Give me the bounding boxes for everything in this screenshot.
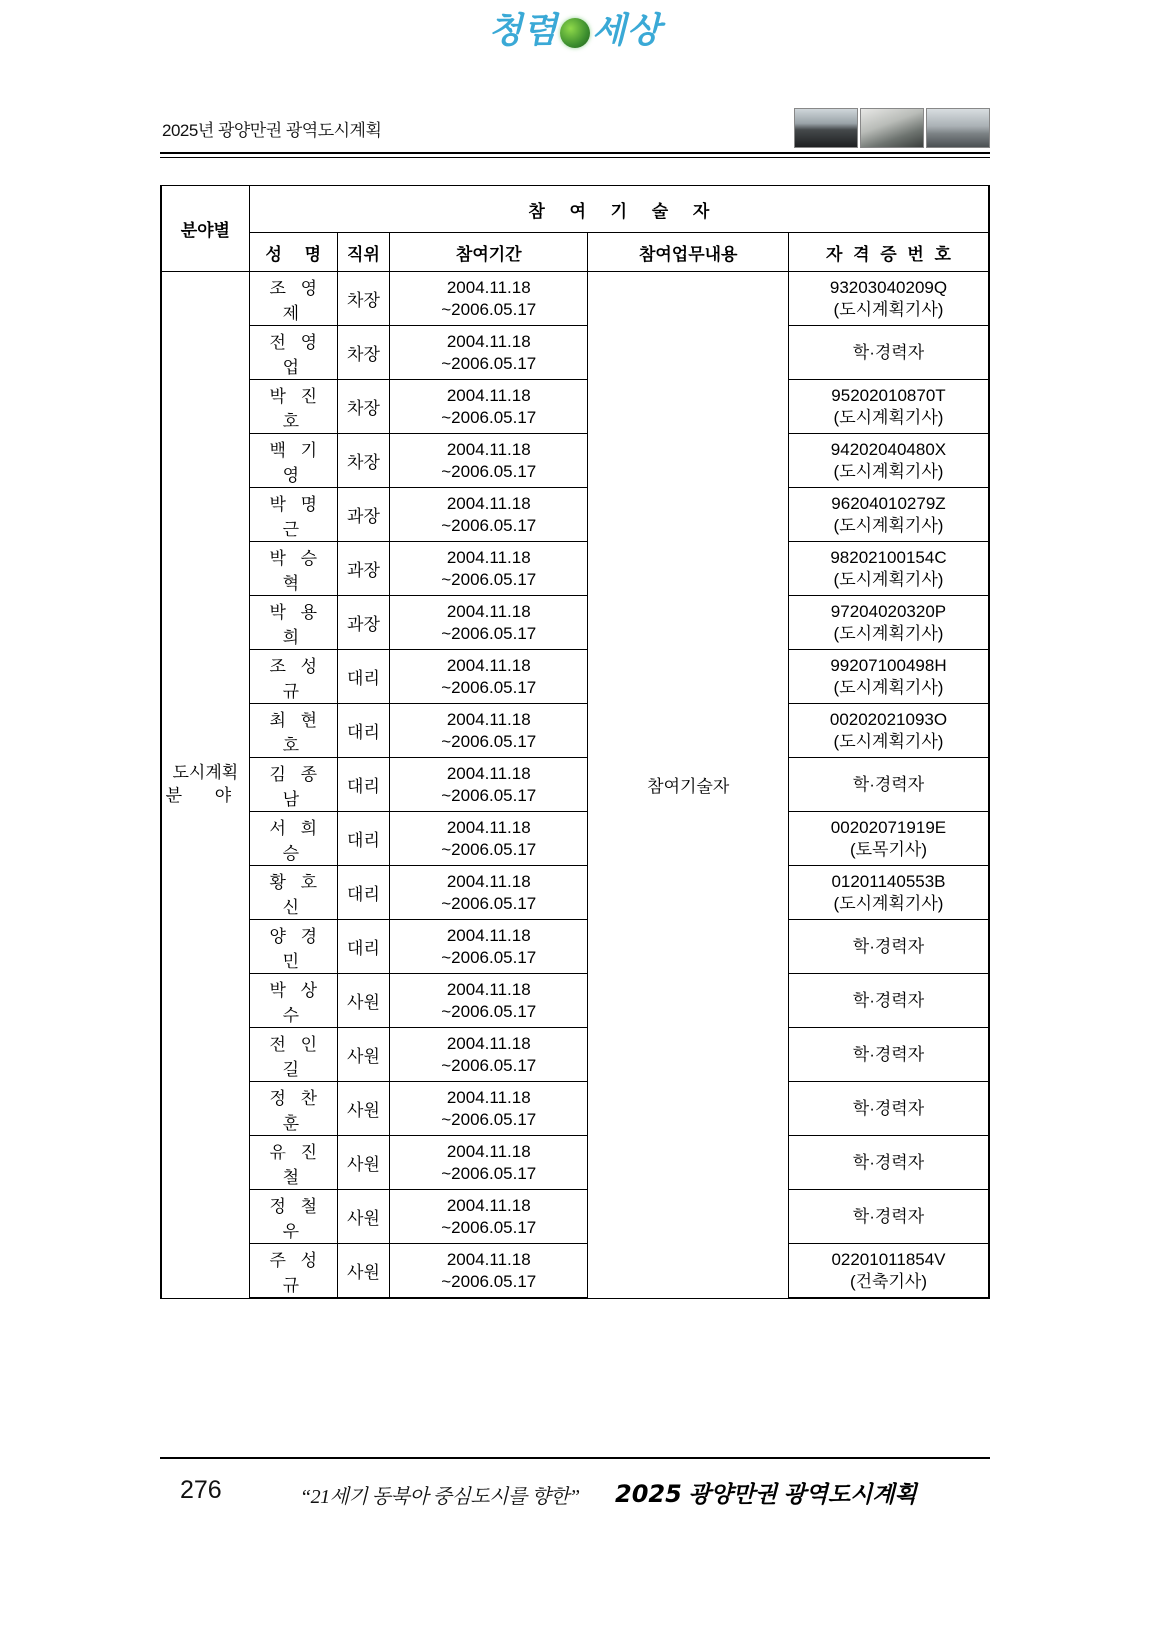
table-row bbox=[161, 380, 989, 434]
field-label-line2: 분 야 bbox=[165, 785, 246, 805]
participant-table-wrapper bbox=[160, 185, 990, 1299]
cert-number: 02201011854V bbox=[831, 1250, 946, 1270]
logo-text-right: 세상 bbox=[592, 11, 662, 51]
period-to: ~2006.05.17 bbox=[441, 623, 537, 643]
cert-kind: (도시계획기사) bbox=[833, 677, 944, 697]
table-row bbox=[161, 974, 989, 1028]
period-from: 2004.11.18 bbox=[446, 764, 531, 784]
period-to: ~2006.05.17 bbox=[441, 569, 537, 589]
cell-name: 황 호 신 bbox=[249, 866, 337, 920]
cell-cert bbox=[788, 974, 989, 1028]
cell-name: 박 승 혁 bbox=[249, 542, 337, 596]
cert-number: 96204010279Z bbox=[831, 494, 946, 514]
cell-cert bbox=[788, 1082, 989, 1136]
cell-rank: 사원 bbox=[337, 1136, 389, 1190]
cert-kind: (도시계획기사) bbox=[833, 407, 944, 427]
cell-name: 전 인 길 bbox=[249, 1028, 337, 1082]
cell-period bbox=[390, 1244, 588, 1299]
cell-name: 서 희 승 bbox=[249, 812, 337, 866]
cell-rank: 과장 bbox=[337, 596, 389, 650]
cell-period bbox=[390, 1136, 588, 1190]
logo-text bbox=[488, 11, 662, 51]
cell-period bbox=[390, 1190, 588, 1244]
cert-kind: (도시계획기사) bbox=[833, 623, 944, 643]
table-row bbox=[161, 866, 989, 920]
table-row bbox=[161, 758, 989, 812]
period-from: 2004.11.18 bbox=[446, 872, 531, 892]
cert-number: 95202010870T bbox=[831, 386, 946, 406]
period-from: 2004.11.18 bbox=[446, 386, 531, 406]
cert-number: 학·경력자 bbox=[852, 1152, 925, 1172]
period-to: ~2006.05.17 bbox=[441, 1163, 537, 1183]
cell-cert bbox=[788, 434, 989, 488]
period-to: ~2006.05.17 bbox=[441, 299, 537, 319]
table-row bbox=[161, 812, 989, 866]
cell-rank: 사원 bbox=[337, 1082, 389, 1136]
table-row bbox=[161, 920, 989, 974]
cert-kind: (토목기사) bbox=[849, 839, 927, 859]
cell-period bbox=[390, 488, 588, 542]
period-to: ~2006.05.17 bbox=[441, 947, 537, 967]
page-footer bbox=[160, 1470, 990, 1520]
table-row bbox=[161, 434, 989, 488]
period-from: 2004.11.18 bbox=[446, 818, 531, 838]
header-work: 참여업무내용 bbox=[588, 233, 788, 272]
cert-number: 97204020320P bbox=[830, 602, 947, 622]
period-from: 2004.11.18 bbox=[446, 278, 531, 298]
photo-landscape-3-icon bbox=[926, 108, 990, 148]
header-rank: 직위 bbox=[337, 233, 389, 272]
table-row bbox=[161, 1244, 989, 1299]
cell-period bbox=[390, 974, 588, 1028]
table-row bbox=[161, 596, 989, 650]
period-from: 2004.11.18 bbox=[446, 926, 531, 946]
cell-rank: 과장 bbox=[337, 542, 389, 596]
table-header-row-1 bbox=[161, 186, 989, 233]
cell-rank: 과장 bbox=[337, 488, 389, 542]
period-from: 2004.11.18 bbox=[446, 332, 531, 352]
page-header bbox=[160, 108, 990, 154]
period-from: 2004.11.18 bbox=[446, 494, 531, 514]
cert-number: 01201140553B bbox=[831, 872, 946, 892]
cell-cert bbox=[788, 272, 989, 326]
cell-period bbox=[390, 920, 588, 974]
period-to: ~2006.05.17 bbox=[441, 1217, 537, 1237]
cert-number: 00202071919E bbox=[830, 818, 947, 838]
cert-kind: (도시계획기사) bbox=[833, 461, 944, 481]
cert-kind: (건축기사) bbox=[849, 1271, 927, 1291]
cell-period bbox=[390, 650, 588, 704]
cell-rank: 차장 bbox=[337, 380, 389, 434]
cell-name: 백 기 영 bbox=[249, 434, 337, 488]
cell-rank: 사원 bbox=[337, 974, 389, 1028]
cert-number: 93203040209Q bbox=[829, 278, 948, 298]
cell-name: 주 성 규 bbox=[249, 1244, 337, 1299]
period-to: ~2006.05.17 bbox=[441, 839, 537, 859]
table-row bbox=[161, 1082, 989, 1136]
period-from: 2004.11.18 bbox=[446, 1034, 531, 1054]
cell-cert bbox=[788, 1190, 989, 1244]
cell-period bbox=[390, 1028, 588, 1082]
cell-rank: 차장 bbox=[337, 434, 389, 488]
table-header-row-2 bbox=[161, 233, 989, 272]
cell-cert bbox=[788, 812, 989, 866]
footer-brand-text: 광양만권 광역도시계획 bbox=[688, 1481, 917, 1507]
header-photo-strip bbox=[794, 108, 990, 148]
cell-name: 정 철 우 bbox=[249, 1190, 337, 1244]
period-to: ~2006.05.17 bbox=[441, 1055, 537, 1075]
cert-kind: (도시계획기사) bbox=[833, 299, 944, 319]
page-number: 276 bbox=[180, 1476, 222, 1504]
cell-period bbox=[390, 866, 588, 920]
cell-period bbox=[390, 596, 588, 650]
cell-name: 박 명 근 bbox=[249, 488, 337, 542]
logo-text-left: 청렴 bbox=[488, 11, 558, 51]
cell-cert bbox=[788, 758, 989, 812]
footer-brand bbox=[615, 1476, 917, 1509]
cell-rank: 대리 bbox=[337, 704, 389, 758]
header-rule-thick bbox=[160, 152, 990, 154]
cell-name: 최 현 호 bbox=[249, 704, 337, 758]
cell-rank: 사원 bbox=[337, 1028, 389, 1082]
cell-period bbox=[390, 380, 588, 434]
cert-kind: (도시계획기사) bbox=[833, 893, 944, 913]
footer-quote: “21세기 동북아 중심도시를 향한” bbox=[300, 1486, 580, 1508]
cell-work-content: 참여기술자 bbox=[588, 272, 788, 1299]
table-row bbox=[161, 1190, 989, 1244]
table-row bbox=[161, 650, 989, 704]
cell-rank: 차장 bbox=[337, 326, 389, 380]
cert-number: 학·경력자 bbox=[852, 342, 925, 362]
cert-number: 학·경력자 bbox=[852, 936, 925, 956]
header-group-participants: 참 여 기 술 자 bbox=[249, 186, 989, 233]
period-to: ~2006.05.17 bbox=[441, 677, 537, 697]
period-from: 2004.11.18 bbox=[446, 1196, 531, 1216]
cell-period bbox=[390, 326, 588, 380]
cell-name: 정 찬 훈 bbox=[249, 1082, 337, 1136]
cell-cert bbox=[788, 488, 989, 542]
participant-engineers-table bbox=[160, 185, 990, 1299]
cert-number: 98202100154C bbox=[830, 548, 947, 568]
cert-number: 99207100498H bbox=[830, 656, 947, 676]
cell-period bbox=[390, 434, 588, 488]
cert-number: 학·경력자 bbox=[852, 1098, 925, 1118]
table-row bbox=[161, 542, 989, 596]
cell-period bbox=[390, 812, 588, 866]
cell-name: 유 진 철 bbox=[249, 1136, 337, 1190]
cell-cert bbox=[788, 326, 989, 380]
cell-name: 박 진 호 bbox=[249, 380, 337, 434]
table-row bbox=[161, 1028, 989, 1082]
table-row bbox=[161, 704, 989, 758]
period-to: ~2006.05.17 bbox=[441, 785, 537, 805]
period-from: 2004.11.18 bbox=[446, 1142, 531, 1162]
table-row bbox=[161, 488, 989, 542]
cell-name: 박 상 수 bbox=[249, 974, 337, 1028]
cert-number: 94202040480X bbox=[830, 440, 947, 460]
green-globe-icon bbox=[560, 18, 590, 48]
header-period: 참여기간 bbox=[390, 233, 588, 272]
cell-cert bbox=[788, 920, 989, 974]
watermark-logo bbox=[0, 11, 1150, 51]
table-row bbox=[161, 272, 989, 326]
cell-period bbox=[390, 542, 588, 596]
cell-period bbox=[390, 1082, 588, 1136]
cell-cert bbox=[788, 542, 989, 596]
period-from: 2004.11.18 bbox=[446, 1088, 531, 1108]
cell-cert bbox=[788, 704, 989, 758]
cert-kind: (도시계획기사) bbox=[833, 515, 944, 535]
period-from: 2004.11.18 bbox=[446, 710, 531, 730]
cert-kind: (도시계획기사) bbox=[833, 569, 944, 589]
cell-name: 전 영 업 bbox=[249, 326, 337, 380]
cell-cert bbox=[788, 650, 989, 704]
cell-cert bbox=[788, 380, 989, 434]
header-name: 성 명 bbox=[249, 233, 337, 272]
cert-number: 학·경력자 bbox=[852, 1044, 925, 1064]
cell-rank: 대리 bbox=[337, 866, 389, 920]
cell-rank: 대리 bbox=[337, 920, 389, 974]
period-from: 2004.11.18 bbox=[446, 980, 531, 1000]
period-to: ~2006.05.17 bbox=[441, 407, 537, 427]
cell-cert bbox=[788, 1136, 989, 1190]
cert-number: 학·경력자 bbox=[852, 774, 925, 794]
period-from: 2004.11.18 bbox=[446, 548, 531, 568]
header-cert-no: 자 격 증 번 호 bbox=[788, 233, 989, 272]
cert-number: 00202021093O bbox=[829, 710, 948, 730]
cell-cert bbox=[788, 866, 989, 920]
period-from: 2004.11.18 bbox=[446, 602, 531, 622]
cert-number: 학·경력자 bbox=[852, 1206, 925, 1226]
cell-period bbox=[390, 272, 588, 326]
cert-number: 학·경력자 bbox=[852, 990, 925, 1010]
period-to: ~2006.05.17 bbox=[441, 515, 537, 535]
period-to: ~2006.05.17 bbox=[441, 1001, 537, 1021]
cell-name: 김 종 남 bbox=[249, 758, 337, 812]
cert-kind: (도시계획기사) bbox=[833, 731, 944, 751]
table-row bbox=[161, 1136, 989, 1190]
cell-period bbox=[390, 758, 588, 812]
cell-period bbox=[390, 704, 588, 758]
field-label-line1: 도시계획 bbox=[172, 762, 239, 782]
period-to: ~2006.05.17 bbox=[441, 1109, 537, 1129]
cell-name: 양 경 민 bbox=[249, 920, 337, 974]
header-title: 2025년 광양만권 광역도시계획 bbox=[162, 121, 382, 140]
cell-rank: 사원 bbox=[337, 1190, 389, 1244]
cell-cert bbox=[788, 1028, 989, 1082]
cell-rank: 대리 bbox=[337, 812, 389, 866]
period-from: 2004.11.18 bbox=[446, 656, 531, 676]
cell-rank: 차장 bbox=[337, 272, 389, 326]
header-rule-thin bbox=[160, 157, 990, 158]
photo-landscape-2-icon bbox=[860, 108, 924, 148]
cell-name: 박 용 희 bbox=[249, 596, 337, 650]
photo-landscape-1-icon bbox=[794, 108, 858, 148]
cell-cert bbox=[788, 1244, 989, 1299]
period-to: ~2006.05.17 bbox=[441, 731, 537, 751]
header-field: 분야별 bbox=[161, 186, 249, 272]
cell-rank: 대리 bbox=[337, 758, 389, 812]
period-to: ~2006.05.17 bbox=[441, 1271, 537, 1291]
cell-name: 조 영 제 bbox=[249, 272, 337, 326]
cell-field-label bbox=[161, 272, 249, 1299]
cell-name: 조 성 규 bbox=[249, 650, 337, 704]
cell-cert bbox=[788, 596, 989, 650]
cell-rank: 대리 bbox=[337, 650, 389, 704]
footer-rule bbox=[160, 1457, 990, 1459]
period-to: ~2006.05.17 bbox=[441, 893, 537, 913]
cell-rank: 사원 bbox=[337, 1244, 389, 1299]
period-from: 2004.11.18 bbox=[446, 440, 531, 460]
period-from: 2004.11.18 bbox=[446, 1250, 531, 1270]
footer-brand-year: 2025 bbox=[615, 1480, 682, 1508]
period-to: ~2006.05.17 bbox=[441, 353, 537, 373]
table-row bbox=[161, 326, 989, 380]
period-to: ~2006.05.17 bbox=[441, 461, 537, 481]
